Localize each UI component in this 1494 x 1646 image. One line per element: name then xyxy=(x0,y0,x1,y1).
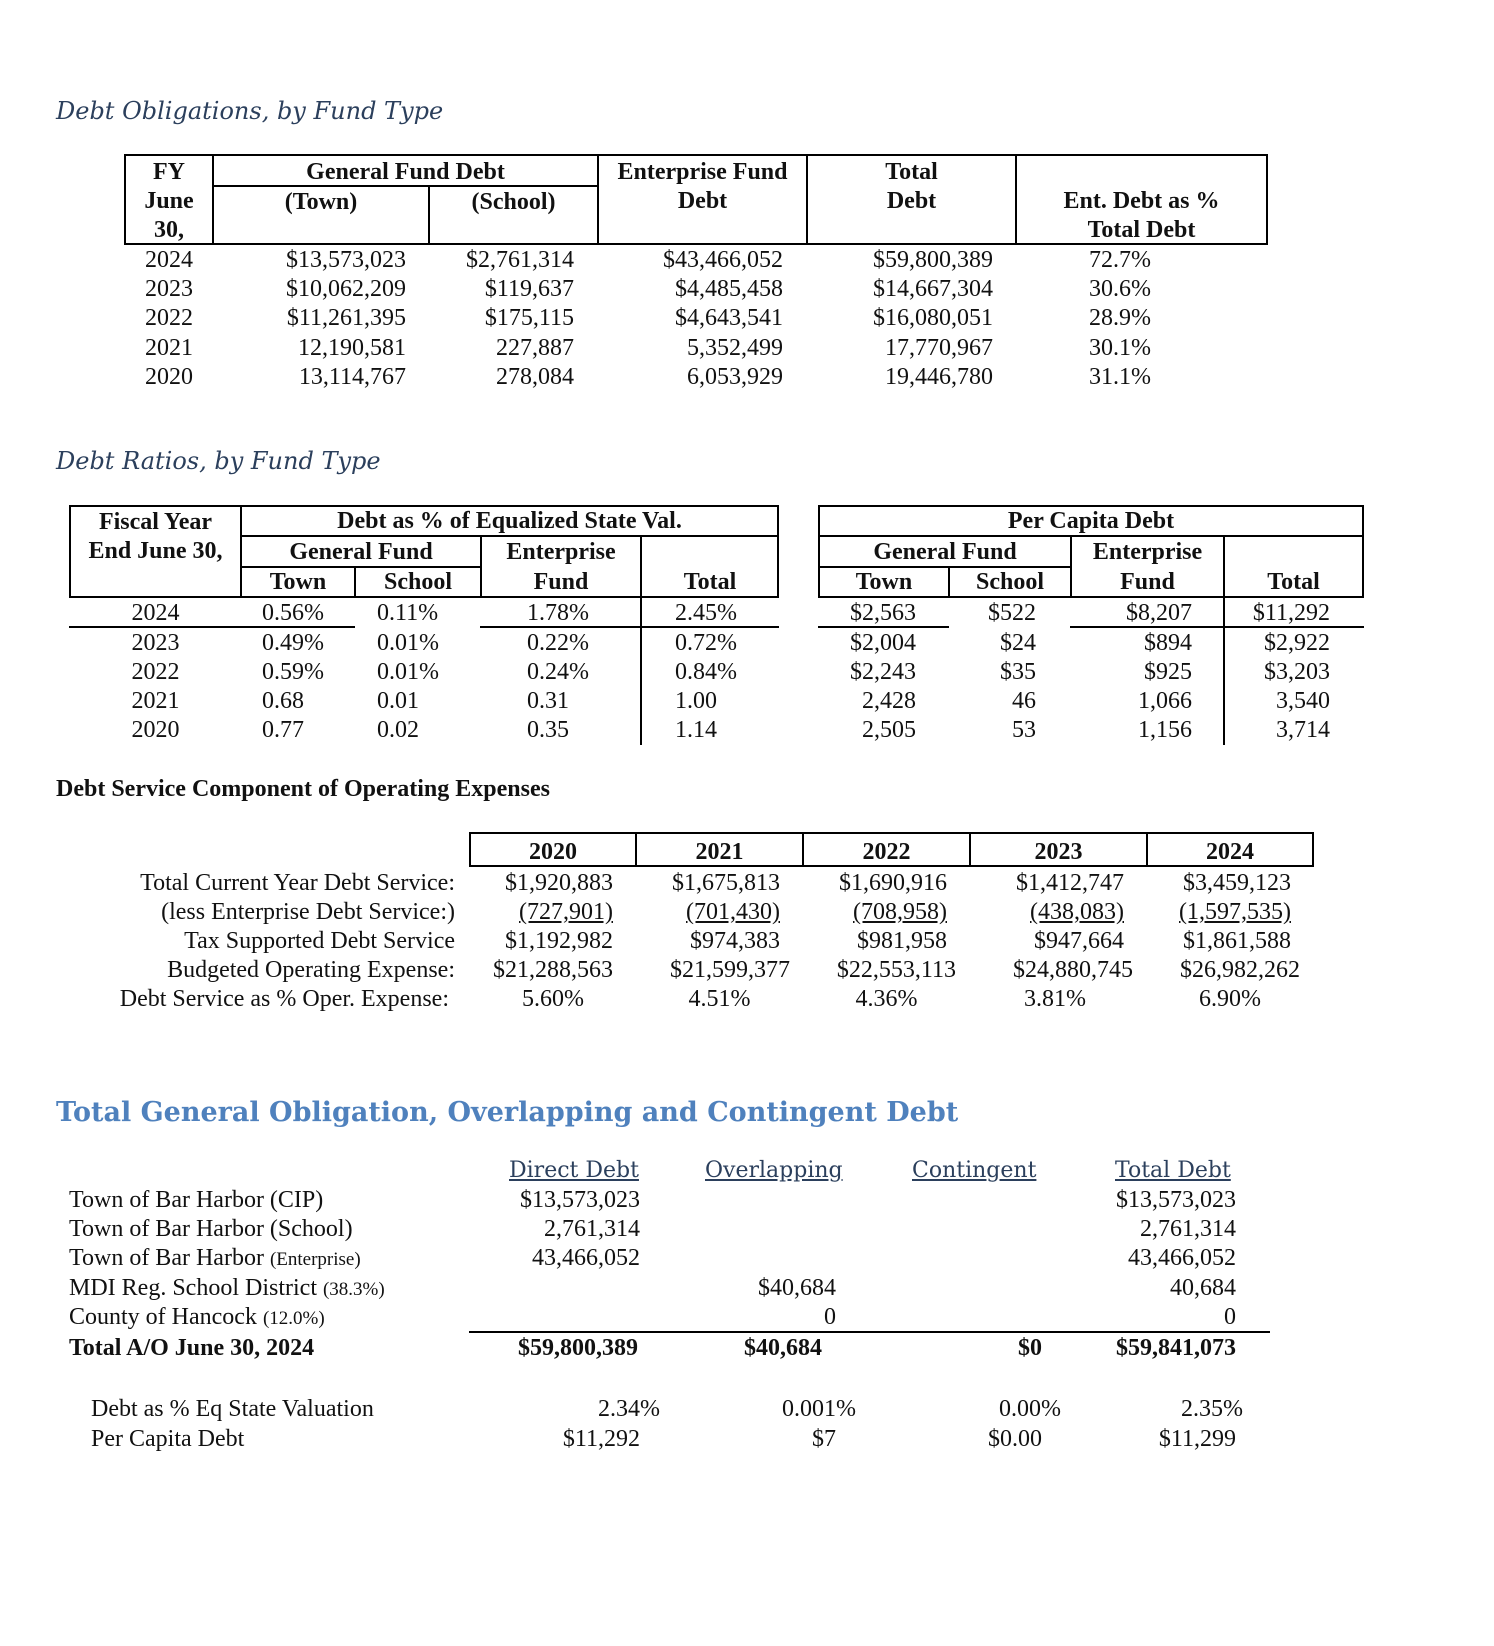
row-label xyxy=(69,1244,361,1274)
row-pct-total: 1.00 xyxy=(675,688,717,714)
value-cell: (701,430) xyxy=(686,899,780,925)
value-cell: (438,083) xyxy=(1030,899,1124,925)
row-label: Budgeted Operating Expense: xyxy=(167,957,455,983)
overlapping-cell: 0 xyxy=(824,1304,836,1330)
value-cell: 4.51% xyxy=(688,986,751,1012)
row-year: 2022 xyxy=(131,659,180,685)
header-enterprise: Enterprise Fund xyxy=(617,159,788,185)
row-pct-town: 0.56% xyxy=(262,600,324,626)
row-enterprise: 5,352,499 xyxy=(687,335,783,361)
row-pc-ent: $925 xyxy=(1144,659,1192,685)
row-year: 2022 xyxy=(145,305,193,331)
header-town: Town xyxy=(855,569,913,595)
ratio-contingent: 0.00% xyxy=(999,1396,1061,1422)
row-pct-total: 2.45% xyxy=(675,600,737,626)
row-pc-ent: 1,156 xyxy=(1138,717,1192,743)
row-pct-school: 0.01% xyxy=(377,630,439,656)
row-pct-town: 0.68 xyxy=(262,688,304,714)
row-year: 2020 xyxy=(131,717,180,743)
row-pc-total: $11,292 xyxy=(1252,600,1330,626)
header-general-fund: General Fund xyxy=(289,539,433,565)
total-cell: 0 xyxy=(1224,1304,1236,1330)
row-pct-town: 0.49% xyxy=(262,630,324,656)
value-cell: (1,597,535) xyxy=(1179,899,1291,925)
year-header: 2021 xyxy=(695,839,744,865)
row-label: Debt Service as % Oper. Expense: xyxy=(119,986,449,1012)
total-row-direct: $59,800,389 xyxy=(518,1335,638,1361)
value-cell: $981,958 xyxy=(857,928,947,954)
header-enterprise: Fund xyxy=(1120,569,1175,595)
row-pct-school: 0.01% xyxy=(377,659,439,685)
header-fy: June xyxy=(144,188,194,214)
row-note: (38.3%) xyxy=(322,1279,385,1300)
row-total: $59,800,389 xyxy=(873,247,993,273)
ratio-label: Per Capita Debt xyxy=(91,1426,245,1452)
row-pc-total: 3,714 xyxy=(1276,717,1330,743)
header-total: Total xyxy=(1267,569,1320,595)
value-cell: 6.90% xyxy=(1199,986,1261,1012)
total-cell: $13,573,023 xyxy=(1116,1187,1236,1213)
value-cell: (708,958) xyxy=(853,899,947,925)
row-label xyxy=(69,1186,323,1214)
row-label-text: MDI Reg. School District xyxy=(69,1275,317,1301)
row-pc-ent: $894 xyxy=(1144,630,1192,656)
total-row-overlapping: $40,684 xyxy=(744,1335,822,1361)
header-ent-pct: Total Debt xyxy=(1087,217,1196,243)
row-label-text: Town of Bar Harbor (School) xyxy=(69,1216,353,1242)
row-pc-ent: $8,207 xyxy=(1126,600,1192,626)
row-town: $10,062,209 xyxy=(286,276,406,302)
row-label: Tax Supported Debt Service xyxy=(184,928,455,954)
row-pc-school: $24 xyxy=(1000,630,1036,656)
value-cell: $974,383 xyxy=(690,928,780,954)
value-cell: $22,553,113 xyxy=(836,957,956,983)
total-divider xyxy=(469,1331,1270,1333)
header-school: (School) xyxy=(471,189,556,215)
ratio-total: 2.35% xyxy=(1181,1396,1243,1422)
row-label-text: Town of Bar Harbor (CIP) xyxy=(69,1187,324,1213)
row-note: (Enterprise) xyxy=(269,1249,361,1270)
ratio-total: $11,299 xyxy=(1158,1426,1236,1452)
row-ent-pct: 31.1% xyxy=(1089,364,1151,390)
row-enterprise: $4,643,541 xyxy=(675,305,783,331)
row-label-text: County of Hancock xyxy=(69,1304,257,1330)
row-pct-school: 0.02 xyxy=(377,717,419,743)
ratio-overlapping: $7 xyxy=(812,1426,836,1452)
row-label xyxy=(69,1303,325,1333)
row-pc-town: 2,505 xyxy=(862,717,916,743)
value-cell: $26,982,262 xyxy=(1180,957,1300,983)
year-header: 2023 xyxy=(1034,839,1083,865)
header-enterprise: Fund xyxy=(533,569,589,595)
row-pc-town: $2,243 xyxy=(850,659,916,685)
header-direct-debt: Direct Debt xyxy=(509,1158,639,1183)
row-pct-school: 0.11% xyxy=(377,600,439,626)
row-pct-ent: 0.22% xyxy=(527,630,589,656)
header-general-fund: General Fund xyxy=(873,539,1017,565)
row-year: 2024 xyxy=(145,247,193,273)
year-header: 2020 xyxy=(529,839,577,865)
total-cell: 40,684 xyxy=(1170,1275,1236,1301)
ratio-contingent: $0.00 xyxy=(988,1426,1042,1452)
direct-cell: 2,761,314 xyxy=(544,1216,640,1242)
row-school: 227,887 xyxy=(496,335,574,361)
row-pc-school: $35 xyxy=(1000,659,1036,685)
row-pc-school: 53 xyxy=(1012,717,1036,743)
value-cell: $947,664 xyxy=(1034,928,1124,954)
header-general-fund: General Fund Debt xyxy=(306,159,505,185)
header-fy: FY xyxy=(153,159,185,185)
value-cell: $1,192,982 xyxy=(505,928,613,954)
value-cell: 3.81% xyxy=(1024,986,1086,1012)
value-cell: $1,412,747 xyxy=(1016,870,1124,896)
header-school: School xyxy=(975,569,1044,595)
row-pct-ent: 0.35 xyxy=(527,717,569,743)
header-contingent: Contingent xyxy=(912,1158,1037,1183)
header-per-capita-group: Per Capita Debt xyxy=(1007,508,1175,534)
header-fy: 30, xyxy=(154,217,184,243)
value-cell: $21,288,563 xyxy=(493,957,613,983)
ratio-label: Debt as % Eq State Valuation xyxy=(91,1396,374,1422)
row-pc-school: 46 xyxy=(1012,688,1036,714)
row-pct-school: 0.01 xyxy=(377,688,419,714)
row-ent-pct: 30.6% xyxy=(1089,276,1151,302)
row-ent-pct: 30.1% xyxy=(1089,335,1151,361)
row-school: $119,637 xyxy=(484,276,574,302)
row-label xyxy=(69,1215,353,1243)
row-total: $16,080,051 xyxy=(873,305,993,331)
header-school: School xyxy=(383,569,452,595)
divider xyxy=(818,535,1364,537)
row-enterprise: 6,053,929 xyxy=(687,364,783,390)
year-header: 2024 xyxy=(1206,839,1254,865)
row-pc-ent: 1,066 xyxy=(1138,688,1192,714)
row-town: 13,114,767 xyxy=(298,364,406,390)
row-pct-total: 0.84% xyxy=(675,659,737,685)
total-row-total: $59,841,073 xyxy=(1116,1335,1236,1361)
divider xyxy=(240,535,779,537)
header-enterprise: Enterprise xyxy=(506,539,616,565)
row-pc-total: $3,203 xyxy=(1264,659,1330,685)
section-title-total-obligation: Total General Obligation, Overlapping and Contingent Debt xyxy=(56,1097,959,1128)
row-pct-town: 0.59% xyxy=(262,659,324,685)
year-header: 2022 xyxy=(862,839,911,865)
header-total: Total xyxy=(885,159,938,185)
row-ent-pct: 72.7% xyxy=(1089,247,1151,273)
header-town: (Town) xyxy=(284,189,358,215)
section-title-debt-obligations: Debt Obligations, by Fund Type xyxy=(56,97,444,125)
header-total-debt: Total Debt xyxy=(1115,1158,1231,1183)
value-cell: (727,901) xyxy=(519,899,613,925)
row-total: 17,770,967 xyxy=(885,335,993,361)
divider xyxy=(640,535,642,745)
row-pc-town: 2,428 xyxy=(862,688,916,714)
row-pc-town: $2,563 xyxy=(850,600,916,626)
row-label: Total Current Year Debt Service: xyxy=(140,870,455,896)
direct-cell: 43,466,052 xyxy=(532,1245,640,1271)
ratio-direct: $11,292 xyxy=(562,1426,640,1452)
header-enterprise: Debt xyxy=(677,188,728,214)
header-fiscal-year: Fiscal Year xyxy=(98,509,213,535)
ratio-overlapping: 0.001% xyxy=(782,1396,856,1422)
row-label: (less Enterprise Debt Service:) xyxy=(161,899,455,925)
header-fiscal-year: End June 30, xyxy=(88,538,223,564)
row-school: $2,761,314 xyxy=(466,247,574,273)
value-cell: $1,690,916 xyxy=(839,870,947,896)
row-year: 2023 xyxy=(145,276,193,302)
row-pct-ent: 1.78% xyxy=(527,600,589,626)
row-total: $14,667,304 xyxy=(873,276,993,302)
value-cell: $1,920,883 xyxy=(505,870,613,896)
row-pct-ent: 0.31 xyxy=(527,688,569,714)
row-pct-total: 0.72% xyxy=(675,630,737,656)
row-pc-town: $2,004 xyxy=(850,630,916,656)
header-debt-pct-group: Debt as % of Equalized State Val. xyxy=(337,508,682,534)
ratio-direct: 2.34% xyxy=(598,1396,660,1422)
row-year: 2023 xyxy=(131,630,180,656)
total-row-label: Total A/O June 30, 2024 xyxy=(69,1335,315,1361)
row-town: $13,573,023 xyxy=(286,247,406,273)
value-cell: $21,599,377 xyxy=(670,957,790,983)
value-cell: 5.60% xyxy=(522,986,584,1012)
header-enterprise: Enterprise xyxy=(1092,539,1203,565)
row-pct-total: 1.14 xyxy=(675,717,717,743)
row-pc-total: 3,540 xyxy=(1276,688,1330,714)
header-ent-pct: Ent. Debt as % xyxy=(1063,188,1220,214)
row-pc-total: $2,922 xyxy=(1264,630,1330,656)
value-cell: $24,880,745 xyxy=(1013,957,1133,983)
row-year: 2020 xyxy=(145,364,193,390)
row-pct-ent: 0.24% xyxy=(527,659,589,685)
row-enterprise: $4,485,458 xyxy=(675,276,783,302)
value-cell: $1,861,588 xyxy=(1183,928,1291,954)
header-town: Town xyxy=(269,569,327,595)
total-row-contingent: $0 xyxy=(1018,1335,1042,1361)
row-year: 2021 xyxy=(145,335,193,361)
section-title-debt-service: Debt Service Component of Operating Expenses xyxy=(56,776,550,802)
header-total: Debt xyxy=(886,188,937,214)
overlapping-cell: $40,684 xyxy=(758,1275,836,1301)
header-overlapping: Overlapping xyxy=(705,1158,843,1183)
row-pct-town: 0.77 xyxy=(262,717,304,743)
row-total: 19,446,780 xyxy=(885,364,993,390)
header-total: Total xyxy=(683,569,737,595)
total-cell: 2,761,314 xyxy=(1140,1216,1236,1242)
value-cell: $3,459,123 xyxy=(1183,870,1291,896)
value-cell: $1,675,813 xyxy=(672,870,780,896)
row-note: (12.0%) xyxy=(262,1308,325,1329)
row-school: $175,115 xyxy=(484,305,574,331)
row-label xyxy=(69,1274,385,1304)
row-town: 12,190,581 xyxy=(298,335,406,361)
row-enterprise: $43,466,052 xyxy=(663,247,783,273)
row-pc-school: $522 xyxy=(988,600,1036,626)
row-year: 2024 xyxy=(131,600,180,626)
value-cell: 4.36% xyxy=(855,986,918,1012)
total-cell: 43,466,052 xyxy=(1128,1245,1236,1271)
row-town: $11,261,395 xyxy=(286,305,406,331)
row-label-text: Town of Bar Harbor xyxy=(69,1245,264,1271)
direct-cell: $13,573,023 xyxy=(520,1187,640,1213)
row-ent-pct: 28.9% xyxy=(1089,305,1151,331)
section-title-debt-ratios: Debt Ratios, by Fund Type xyxy=(56,447,381,475)
row-school: 278,084 xyxy=(496,364,574,390)
row-year: 2021 xyxy=(131,688,180,714)
